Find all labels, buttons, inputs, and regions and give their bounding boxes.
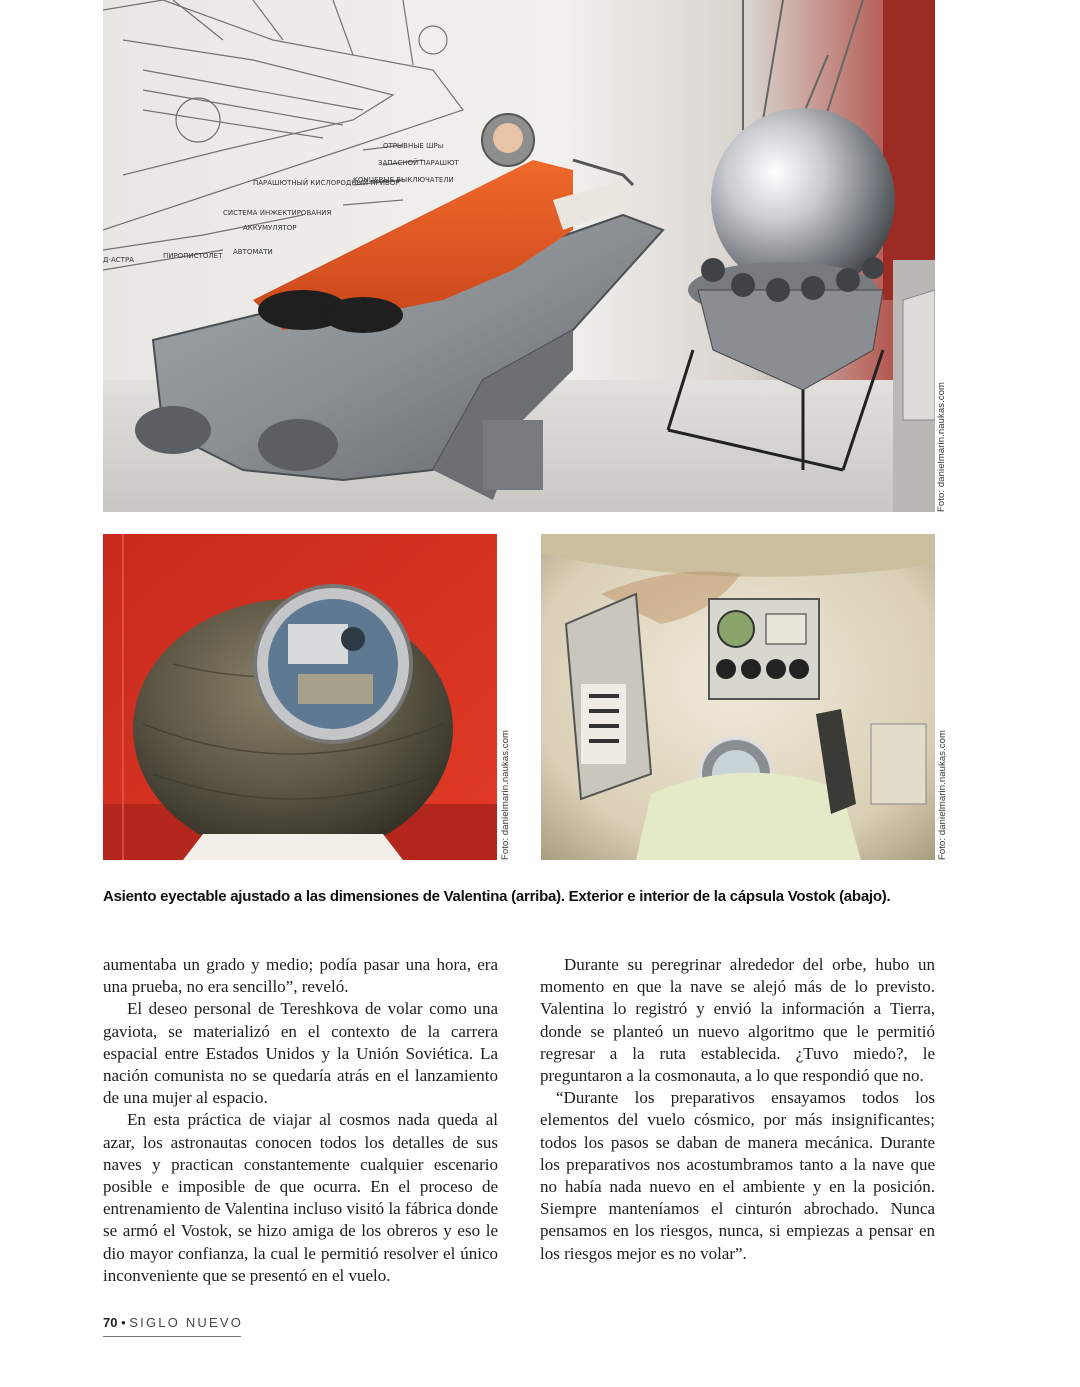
capsule-interior-illustration bbox=[541, 534, 935, 860]
diagram-label: ЗАПАСНОЙ ПАРАШЮТ bbox=[378, 159, 459, 167]
paragraph: El deseo personal de Tereshkova de volar como una gaviota, se materializó en el contexto de la carrera espacial entre Estados Unidos y la Unión Soviética. La nación comunista no se quedaría atrás en el lanzamiento de una mujer al espacio. bbox=[103, 999, 498, 1108]
photo-credit: Foto: danielmarin.naukas.com bbox=[937, 729, 948, 860]
photo-caption: Asiento eyectable ajustado a las dimensiones de Valentina (arriba). Exterior e interior de la cápsula Vostok (abajo). bbox=[103, 888, 891, 905]
paragraph: Durante su peregrinar alrededor del orbe, hubo un momento en que la nave se alejó más de lo previsto. Valentina lo registró y envió la información a Tierra, donde se planteó un nuevo algoritmo que le permitió regresar a la ruta establecida. ¿Tuvo miedo?, le preguntaron a la cosmonauta, a lo que respondió que no. bbox=[540, 955, 935, 1086]
diagram-label: АВТОМАТИ bbox=[233, 248, 273, 256]
diagram-label: ПИРОПИСТОЛЕТ bbox=[163, 252, 223, 260]
photo-credit: Foto: danielmarin.naukas.com bbox=[500, 729, 511, 860]
footer-rule bbox=[103, 1336, 241, 1337]
capsule-exterior-illustration bbox=[103, 534, 497, 860]
diagram-label: Д-АСТРА bbox=[103, 256, 134, 264]
page-number: 70 bbox=[103, 1315, 118, 1330]
photo-credit: Foto: danielmarin.naukas.com bbox=[936, 381, 947, 512]
page-footer bbox=[103, 1315, 243, 1330]
footer-separator: • bbox=[121, 1315, 126, 1330]
article-column-left bbox=[103, 954, 498, 1287]
magazine-name: SIGLO NUEVO bbox=[129, 1315, 244, 1330]
diagram-label: ПАРАШЮТНЫЙ КИСЛОРОДНЫЙ ПРИБОР bbox=[253, 179, 400, 187]
photo-capsule-exterior bbox=[103, 534, 497, 860]
article-column-right bbox=[540, 954, 935, 1265]
diagram-label: КОНЦЕВЫЕ ВЫКЛЮЧАТЕЛИ bbox=[353, 176, 454, 184]
paragraph: aumentaba un grado y medio; podía pasar una hora, era una prueba, no era sencillo”, reveló. bbox=[103, 955, 498, 997]
photo-ejection-seat bbox=[103, 0, 935, 512]
photo-capsule-interior bbox=[541, 534, 935, 860]
paragraph: “Durante los preparativos ensayamos todos los elementos del vuelo cósmico, por más insignificantes; todos los pasos se daban de manera mecánica. Durante los preparativos nos acostumbramos tanto a la nave que no había nada nuevo en el ambiente y en la posición. Siempre manteníamos el cinturón abrochado. Nunca pensamos en los riesgos, nunca, si empiezas a pensar en los riesgos mejor es no volar”. bbox=[540, 1088, 935, 1263]
paragraph: En esta práctica de viajar al cosmos nada queda al azar, los astronautas conocen todos los detalles de sus naves y practican constantemente cualquier escenario posible e imposible de que ocurra. En el proceso de entrenamiento de Valentina incluso visitó la fábrica donde se armó el Vostok, se hizo amiga de los obreros y eso le dio mayor confianza, la cual le permitió resolver el único inconveniente que se presentó en el vuelo. bbox=[103, 1110, 498, 1285]
ejection-seat-illustration bbox=[103, 0, 935, 512]
diagram-label: АККУМУЛЯТОР bbox=[243, 224, 297, 232]
diagram-label: СИСТЕМА ИНЖЕКТИРОВАНИЯ bbox=[223, 209, 332, 217]
diagram-label: ОТРЫВНЫЕ ШРы bbox=[383, 142, 444, 150]
